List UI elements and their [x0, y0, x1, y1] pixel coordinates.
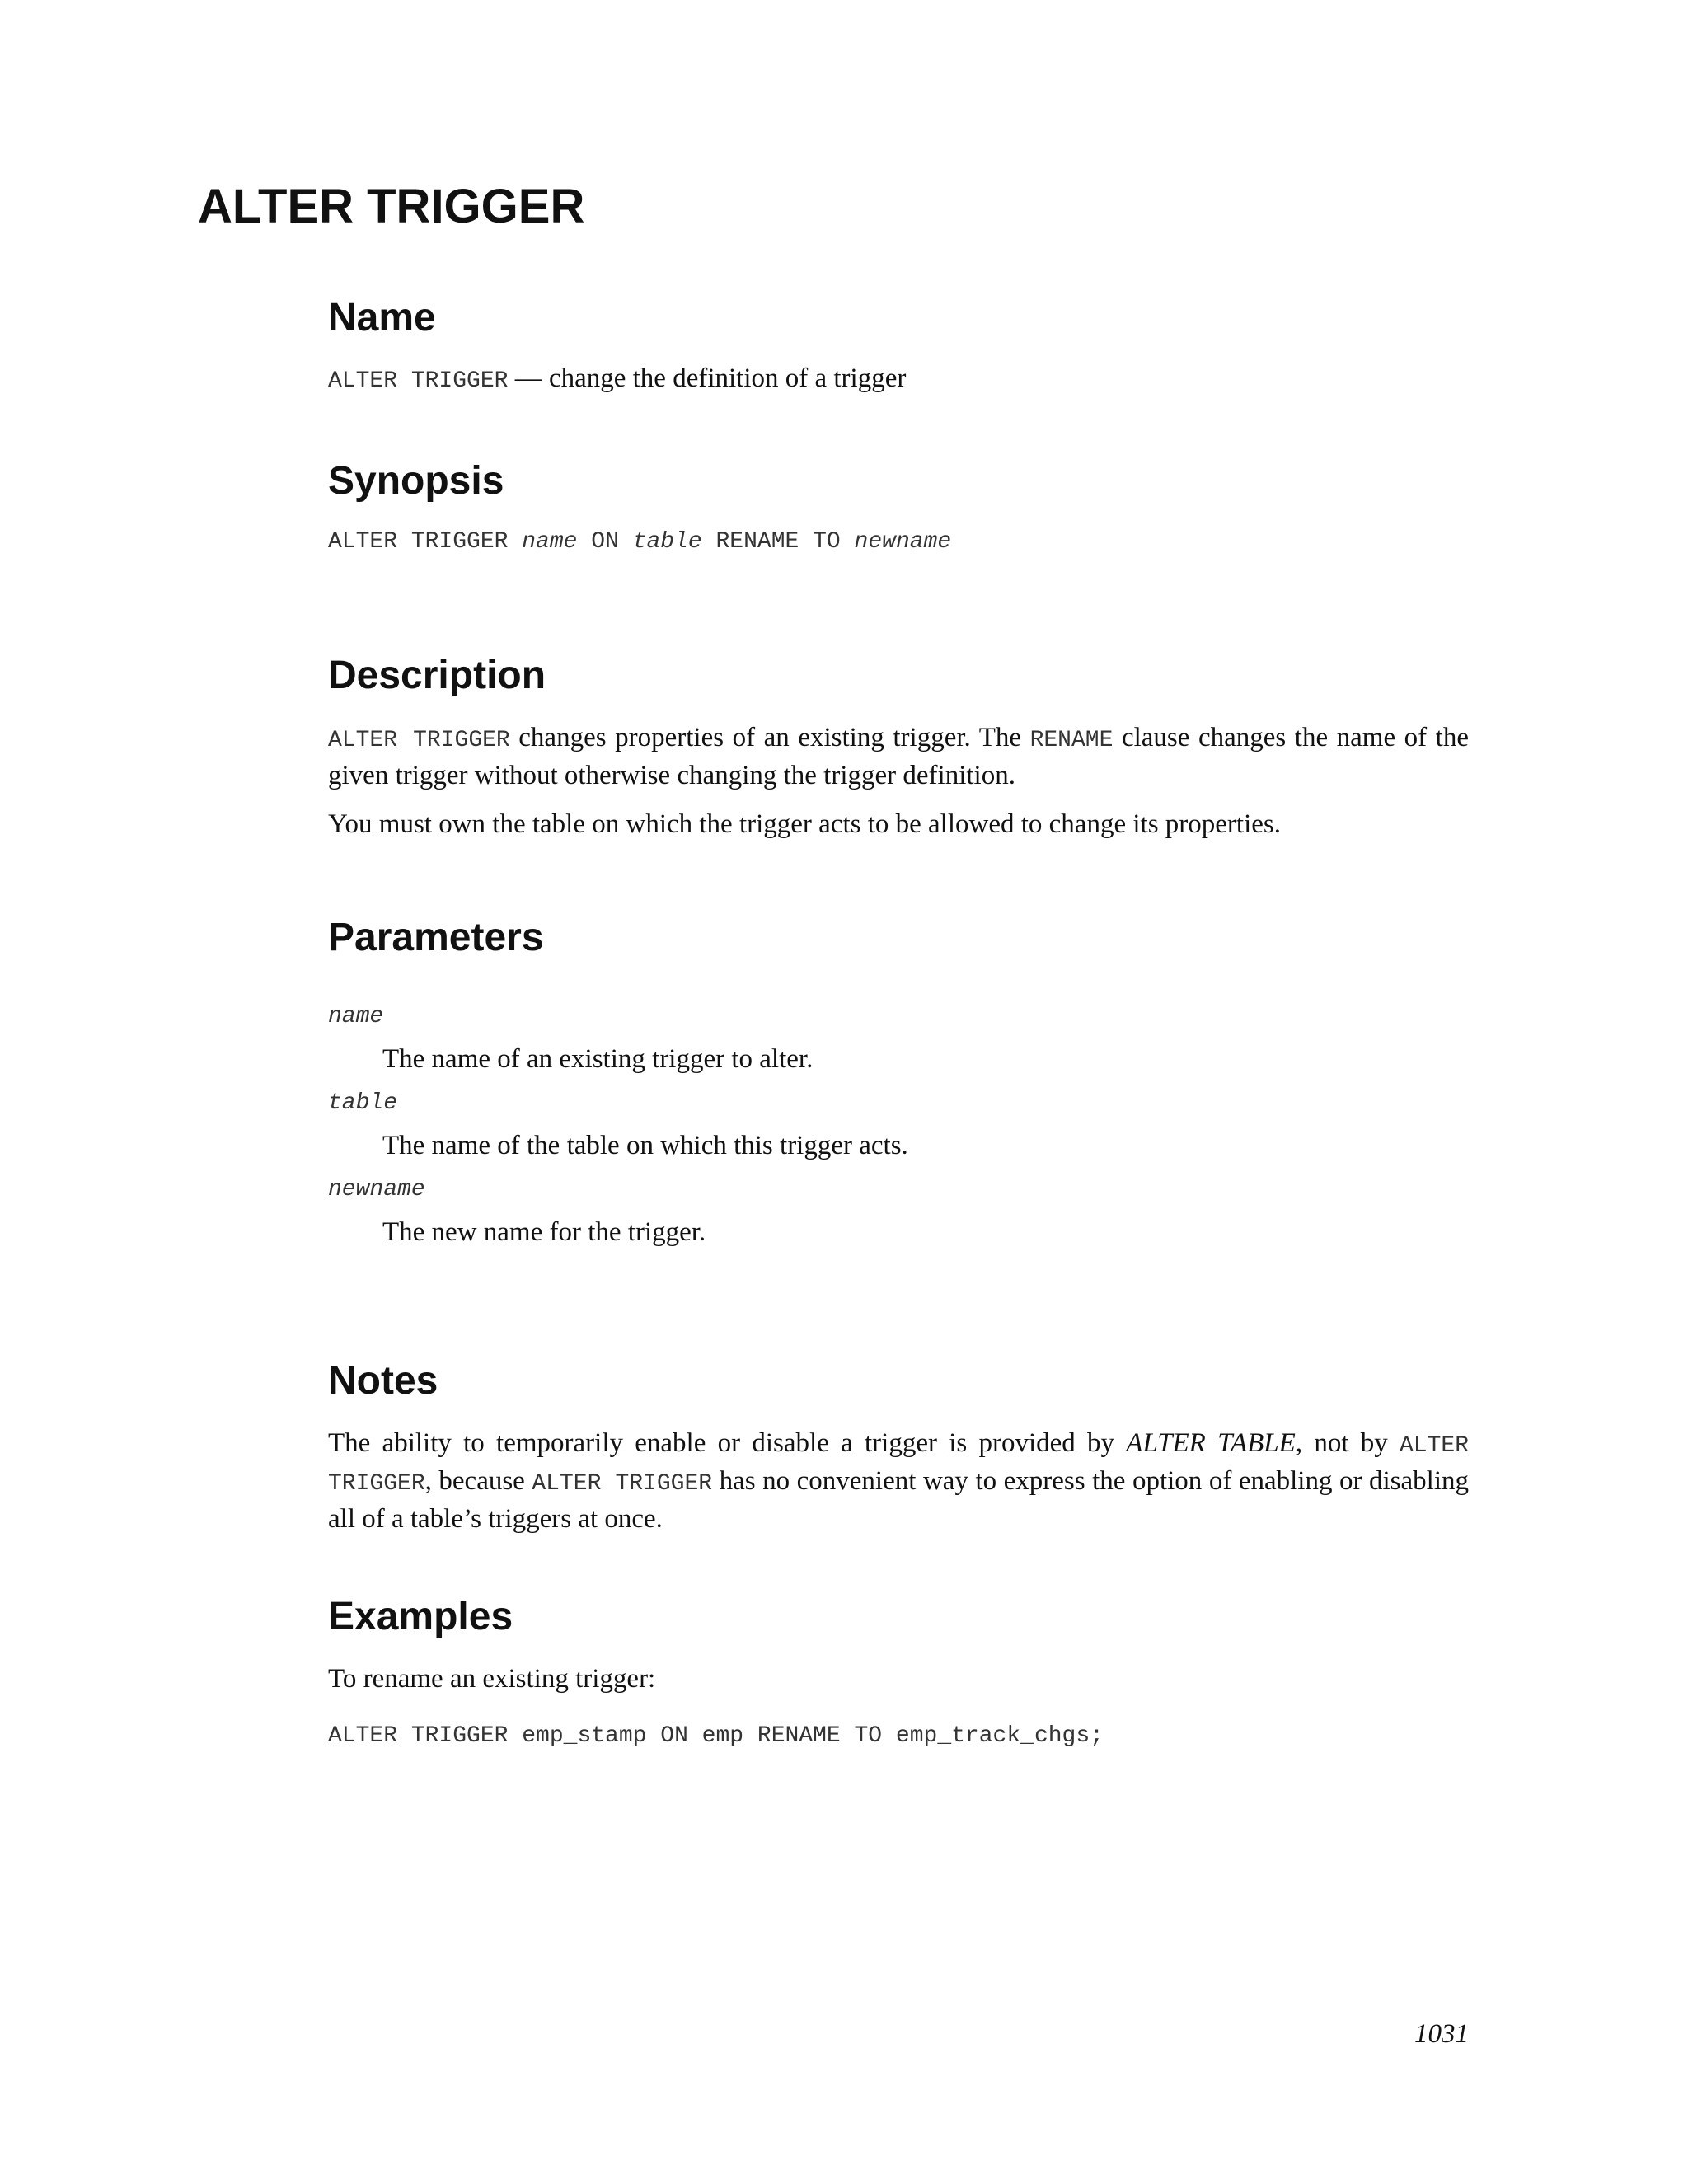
description-paragraph-1	[328, 720, 1469, 794]
notes-paragraph	[328, 1426, 1469, 1537]
parameters-section	[328, 918, 1469, 1250]
examples-intro: To rename an existing trigger:	[328, 1664, 656, 1694]
synopsis-part: table	[632, 529, 702, 555]
name-summary	[328, 361, 1469, 399]
synopsis-code	[328, 527, 1469, 557]
notes-section	[328, 1361, 1469, 1537]
parameter-list	[328, 1002, 1469, 1250]
parameter-description: The name of the table on which this trigger acts.	[382, 1131, 908, 1160]
synopsis-section	[328, 459, 1469, 557]
examples-section	[328, 1597, 1469, 1751]
name-heading: Name	[328, 296, 436, 340]
synopsis-part: name	[522, 529, 578, 555]
page-number: 1031	[1414, 2019, 1469, 2049]
inline-code: ALTER TRIGGER	[532, 1471, 713, 1497]
inline-code: RENAME	[1029, 728, 1114, 753]
synopsis-heading: Synopsis	[328, 459, 504, 503]
example-code: ALTER TRIGGER emp_stamp ON emp RENAME TO emp_track_chgs;	[328, 1723, 1104, 1749]
synopsis-part: ALTER TRIGGER	[328, 529, 523, 555]
notes-text: The ability to temporarily enable or disable a trigger is provided by	[328, 1428, 1127, 1458]
notes-heading: Notes	[328, 1359, 438, 1403]
name-summary-text: — change the definition of a trigger	[514, 363, 907, 393]
notes-text: , because	[424, 1466, 532, 1496]
description-section	[328, 656, 1469, 842]
inline-code: ALTER TRIGGER	[328, 1433, 1470, 1497]
description-text: changes properties of an existing trigger. The	[509, 723, 1030, 752]
examples-heading: Examples	[328, 1595, 513, 1638]
synopsis-part: RENAME TO	[701, 529, 855, 555]
synopsis-part: ON	[577, 529, 633, 555]
parameter-term: table	[328, 1090, 398, 1116]
parameters-heading: Parameters	[328, 916, 544, 959]
description-text: clause changes the name of the given trigger without otherwise changing the trigger definition.	[328, 723, 1469, 790]
parameter-description: The name of an existing trigger to alter.	[382, 1044, 814, 1074]
notes-text: has no convenient way to express the option of enabling or disabling all of a table’s triggers at once.	[328, 1466, 1470, 1534]
name-section	[328, 298, 1469, 399]
parameter-description: The new name for the trigger.	[382, 1217, 706, 1247]
description-paragraph-2: You must own the table on which the trigger acts to be allowed to change its properties.	[328, 809, 1281, 839]
notes-emphasis: ALTER TABLE	[1126, 1428, 1296, 1458]
page-title: ALTER TRIGGER	[198, 180, 585, 233]
description-heading: Description	[328, 654, 546, 697]
synopsis-part: newname	[854, 529, 952, 555]
parameter-term: name	[328, 1004, 384, 1029]
parameter-term: newname	[328, 1177, 425, 1202]
inline-code: ALTER TRIGGER	[328, 728, 510, 753]
name-command: ALTER TRIGGER	[328, 368, 509, 394]
notes-text: , not by	[1295, 1428, 1400, 1458]
